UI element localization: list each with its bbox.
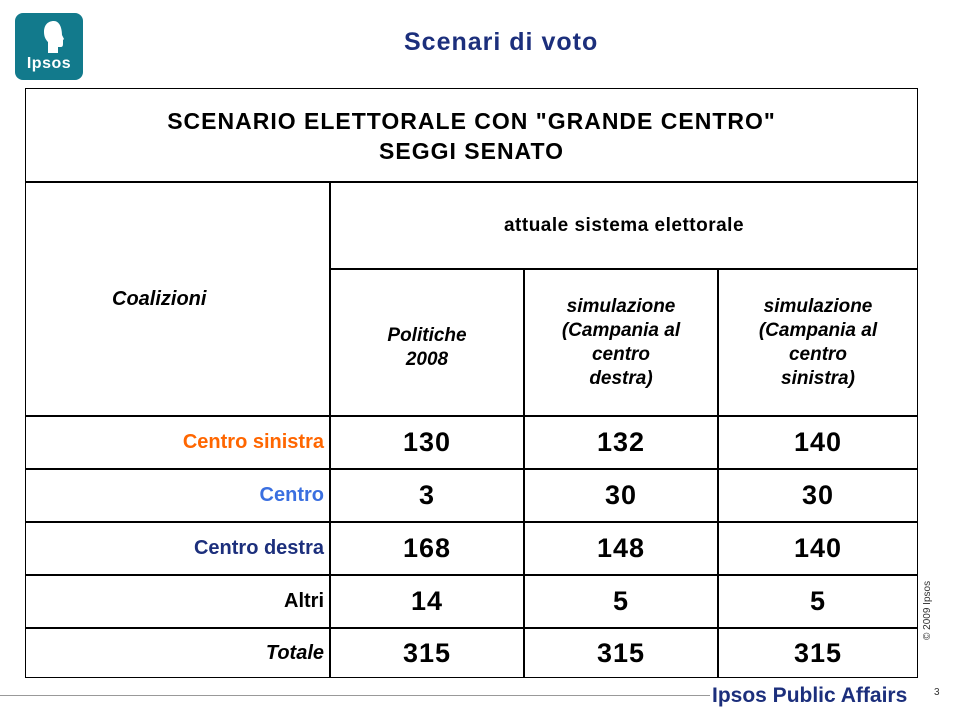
column-header-line: (Campania al (758, 319, 878, 341)
table-cell: 315 (793, 637, 843, 668)
table-cell: 315 (402, 637, 452, 668)
column-header-line: centro (788, 343, 848, 365)
table-heading-line2: SEGGI SENATO (379, 137, 564, 164)
table-cell: 130 (402, 427, 452, 457)
row-label-totale: Totale (265, 641, 324, 664)
column-header-line: (Campania al (561, 319, 681, 341)
copyright-text: © 2009 Ipsos (922, 580, 933, 640)
table-cell: 140 (793, 427, 843, 457)
table-cell: 14 (410, 586, 444, 616)
column-header-line: simulazione (566, 295, 676, 317)
row-label-centro-sinistra: Centro sinistra (182, 431, 324, 453)
table-cell: 3 (418, 480, 436, 510)
column-header-simulation-destra (525, 270, 717, 415)
column-header-line: destra) (589, 367, 653, 389)
column-header-line: Politiche (387, 324, 467, 346)
column-header-line: simulazione (763, 295, 873, 317)
head-profile-icon (42, 20, 64, 54)
column-header-line: centro (591, 343, 651, 365)
table-cell: 168 (402, 533, 452, 563)
table-cell: 5 (612, 586, 630, 616)
coalitions-header: Coalizioni (112, 287, 207, 310)
column-header-politiche-2008 (331, 270, 523, 415)
ipsos-logo (15, 13, 83, 80)
logo-text: Ipsos (26, 55, 72, 72)
row-label-centro: Centro (259, 484, 324, 506)
page-title: Scenari di voto (404, 28, 599, 56)
seats-table (25, 88, 918, 678)
column-header-simulation-sinistra (719, 270, 917, 415)
table-heading-line1: SCENARIO ELETTORALE CON "GRANDE CENTRO" (167, 107, 776, 134)
table-heading (26, 89, 917, 182)
footer-brand: Ipsos Public Affairs (712, 684, 908, 707)
table-cell: 132 (596, 427, 646, 457)
row-label-centro-destra: Centro destra (193, 537, 324, 559)
table-cell: 30 (604, 480, 638, 510)
page-number: 3 (934, 687, 940, 698)
table-cell: 5 (809, 586, 827, 616)
table-cell: 30 (801, 480, 835, 510)
electoral-system-header: attuale sistema elettorale (503, 215, 745, 236)
row-label-altri: Altri (284, 590, 324, 612)
column-header-line: 2008 (405, 348, 449, 370)
table-cell: 148 (596, 533, 646, 563)
column-header-line: sinistra) (781, 367, 855, 389)
footer-divider (0, 695, 710, 696)
table-cell: 315 (596, 637, 646, 668)
table-cell: 140 (793, 533, 843, 563)
